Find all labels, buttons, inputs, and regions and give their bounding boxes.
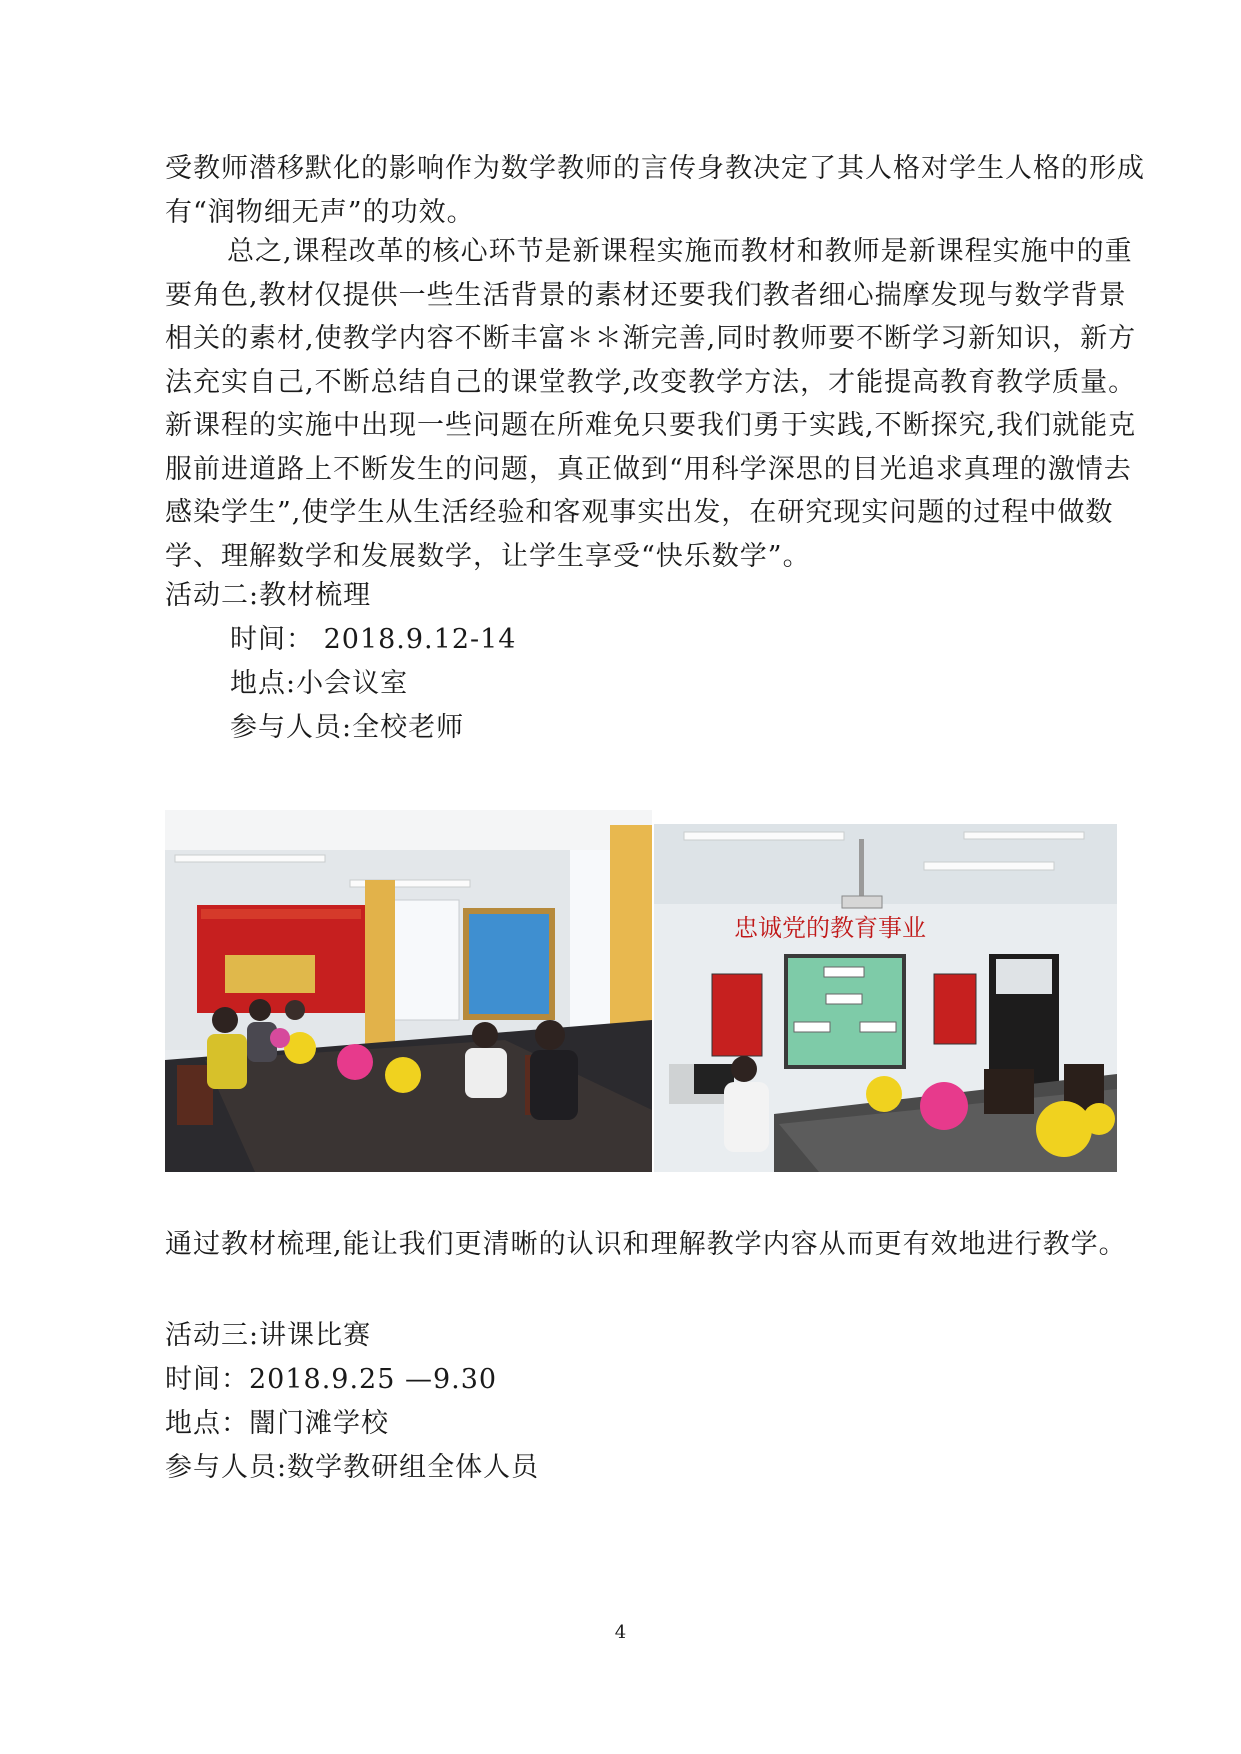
activity3-participants: 参与人员:数学教研组全体人员 — [165, 1452, 540, 1483]
activity3-place: 地点：闇门滩学校 — [165, 1408, 389, 1439]
activity3-title: 活动三:讲课比赛 — [165, 1320, 372, 1351]
activity2-place: 地点:小会议室 — [230, 668, 409, 699]
activity2-participants: 参与人员:全校老师 — [230, 712, 465, 743]
activity3-time: 时间：2018.9.25 —9.30 — [165, 1364, 498, 1395]
paragraph-1: 受教师潜移默化的影响作为数学教师的言传身教决定了其人格对学生人格的形成有“润物细无声”的功效。 — [165, 153, 1145, 228]
meeting-room-photo-left — [165, 810, 652, 1172]
activity2-title: 活动二:教材梳理 — [165, 580, 372, 611]
paragraph-2: 总之,课程改革的核心环节是新课程实施而教材和教师是新课程实施中的重要角色,教材仅提供一些生活背景的素材还要我们教者细心揣摩发现与数学背景相关的素材,使教学内容不断丰富＊＊渐完善,同时教师要不断学习新知识，新方法充实自己,不断总结自己的课堂教学,改变教学方法，才能提高教育教学质量。新课程的实施中出现一些问题在所难免只要我们勇于实践,不断探究,我们就能克服前进道路上不断发生的问题，真正做到“用科学深思的目光追求真理的激情去感染学生”,使学生从生活经验和客观事实出发，在研究现实问题的过程中做数学、理解数学和发展数学，让学生享受“快乐数学”。 — [165, 236, 1137, 572]
classroom-photo-right — [654, 824, 1117, 1186]
summary-text: 通过教材梳理,能让我们更清晰的认识和理解教学内容从而更有效地进行教学。 — [165, 1229, 1127, 1260]
activity2-time: 时间： 2018.9.12-14 — [230, 624, 517, 655]
classroom-banner-text: 忠诚党的教育事业 — [734, 914, 926, 942]
page-number: 4 — [614, 1622, 627, 1643]
activity-photos — [165, 810, 1117, 1172]
